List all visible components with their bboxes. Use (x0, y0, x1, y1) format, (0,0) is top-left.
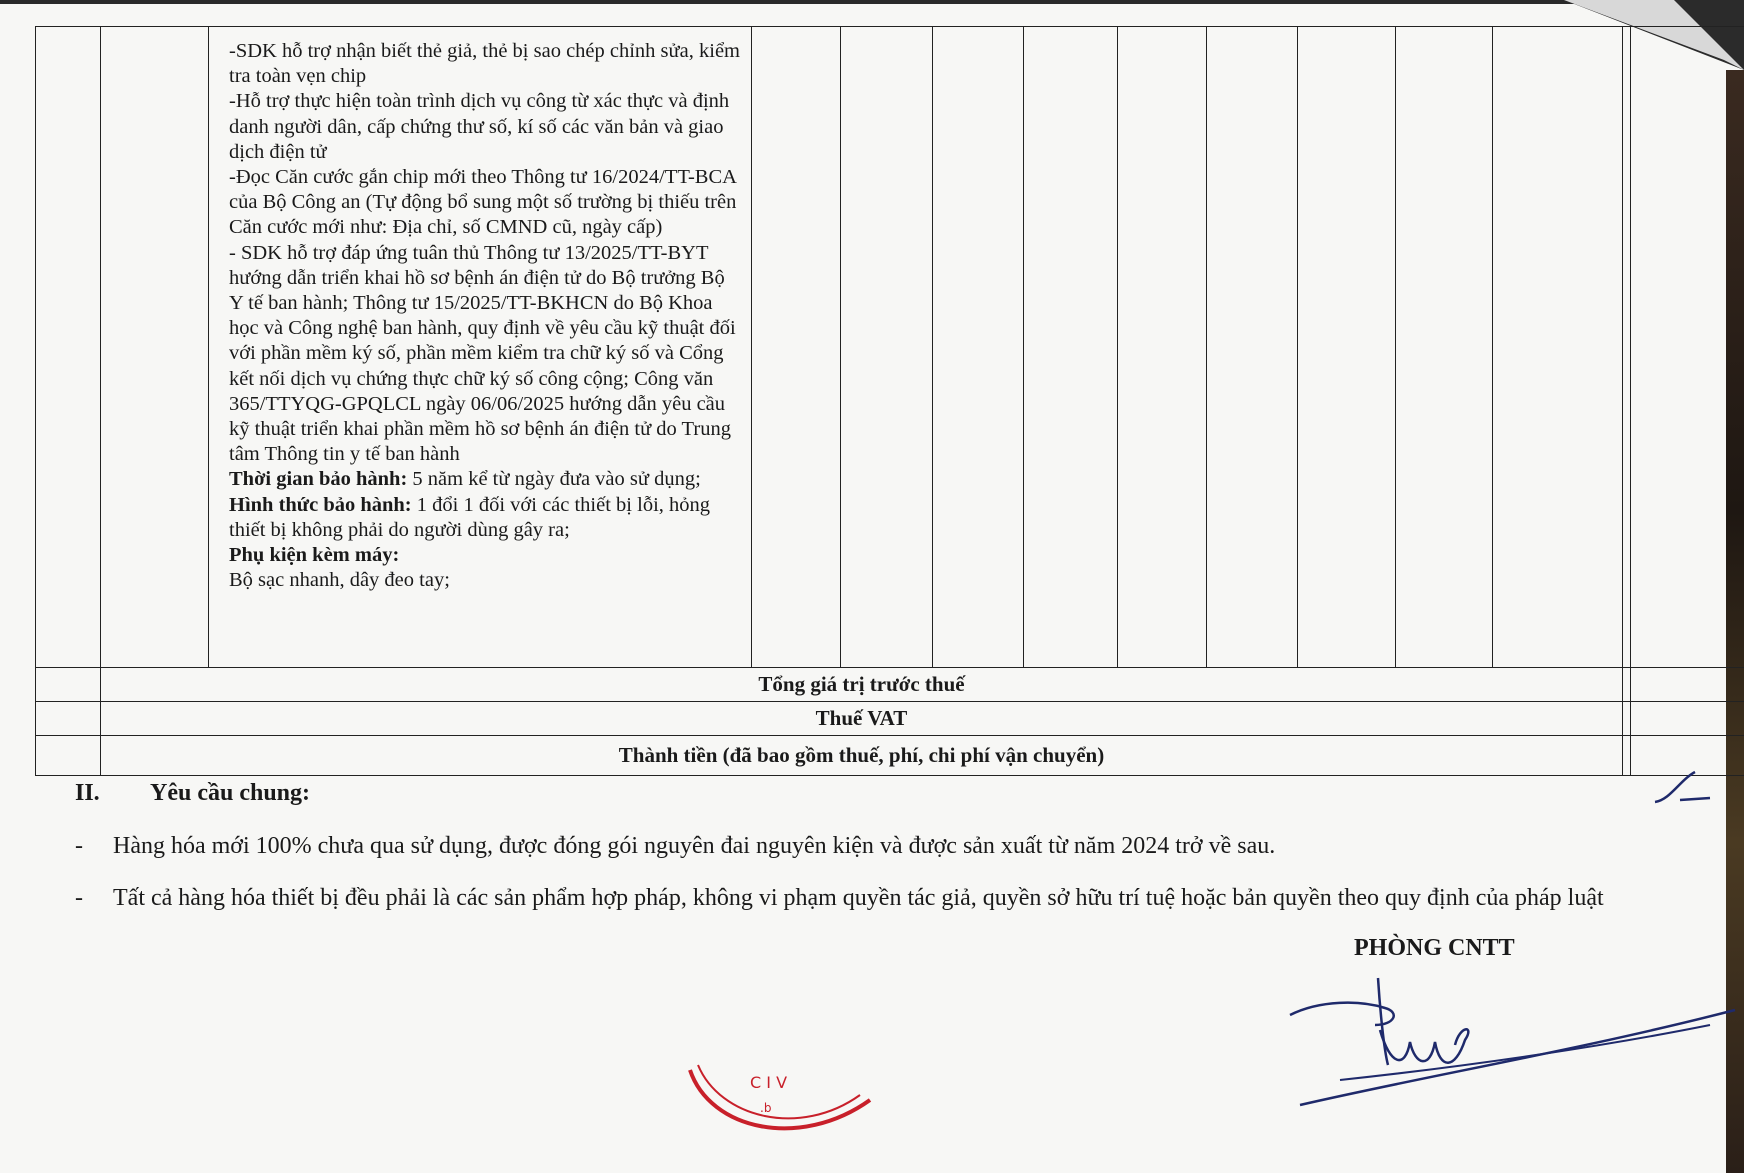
cell-empty (933, 27, 1024, 668)
spec-table (35, 26, 1744, 776)
spec-line: -Hỗ trợ thực hiện toàn trình dịch vụ công từ xác thực và định danh người dân, cấp chứng thư số, kí số các văn bản và giao dịch điện tử (229, 90, 730, 163)
spec-line: -Đọc Căn cước gắn chip mới theo Thông tư 16/2024/TT-BCA của Bộ Công an (Tự động bổ sung một số trường bị thiếu trên Căn cước mới như: Địa chỉ, số CMND cũ, ngày cấp) (229, 166, 737, 239)
scan-top-edge (0, 0, 1744, 4)
cell-empty (1623, 27, 1631, 668)
spec-description-cell (209, 27, 752, 668)
requirement-text: Hàng hóa mới 100% chưa qua sử dụng, được đóng gói nguyên đai nguyên kiện và được sản xuất từ năm 2024 trở về sau. (113, 833, 1276, 859)
requirement-item (75, 826, 1675, 866)
red-stamp-partial (680, 1060, 880, 1173)
cell-empty (841, 27, 933, 668)
cell-empty (1623, 736, 1631, 776)
spec-line: -SDK hỗ trợ nhận biết thẻ giả, thẻ bị sao chép chỉnh sửa, kiểm tra toàn vẹn chip (229, 40, 740, 88)
warranty-time (229, 467, 743, 492)
bullet-mark: - (75, 885, 83, 911)
warranty-time-label: Thời gian bảo hành: (229, 468, 408, 491)
cell-empty (36, 702, 101, 736)
cell-empty (1298, 27, 1396, 668)
cell-empty (1396, 27, 1493, 668)
summary-label: Tổng giá trị trước thuế (101, 668, 1623, 702)
warranty-form (229, 493, 743, 543)
cell-empty (36, 736, 101, 776)
initial-mark (1650, 770, 1720, 810)
cell-empty (1024, 27, 1118, 668)
accessory-value: Bộ sạc nhanh, dây đeo tay; (229, 569, 450, 592)
summary-label: Thuế VAT (101, 702, 1623, 736)
cell-name (101, 27, 209, 668)
svg-text:.b: .b (760, 1101, 772, 1115)
cell-empty (1493, 27, 1623, 668)
bullet-mark: - (75, 833, 83, 859)
svg-text:C I V: C I V (750, 1073, 788, 1092)
handwritten-signature (1280, 970, 1740, 1120)
summary-row-pretax (36, 668, 1744, 702)
section-heading (75, 780, 1675, 814)
requirement-item (75, 878, 1675, 918)
cell-empty (1631, 702, 1744, 736)
accessory-label (229, 543, 743, 568)
warranty-time-value: 5 năm kể từ ngày đưa vào sử dụng; (407, 468, 701, 491)
section-number: II. (75, 780, 100, 806)
cell-empty (1623, 668, 1631, 702)
summary-row-vat (36, 702, 1744, 736)
spec-line: - SDK hỗ trợ đáp ứng tuân thủ Thông tư 13/2025/TT-BYT hướng dẫn triển khai hồ sơ bệnh án điện tử do Bộ trưởng Bộ Y tế ban hành; Thông tư 15/2025/TT-BKHCN do Bộ Khoa học và Công nghệ ban hành, quy định về yêu cầu kỹ thuật đối với phần mềm ký số, phần mềm kiểm tra chữ ký số và Cổng kết nối dịch vụ chứng thực chữ ký số công cộng; Công văn 365/TTYQG-GPQLCL ngày 06/06/2025 hướng dẫn yêu cầu kỹ thuật triển khai phần mềm hồ sơ bệnh án điện tử do Trung tâm Thông tin y tế ban hành (229, 241, 736, 466)
cell-stt (36, 27, 101, 668)
warranty-form-label: Hình thức bảo hành: (229, 493, 412, 516)
cell-empty (1207, 27, 1298, 668)
summary-label: Thành tiền (đã bao gồm thuế, phí, chi phí vận chuyển) (101, 736, 1623, 776)
warranty-form-value: 1 đổi 1 đối với các thiết bị lỗi, hỏng thiết bị không phải do người dùng gây ra; (229, 493, 711, 541)
signer-department: PHÒNG CNTT (1354, 935, 1515, 961)
requirement-text: Tất cả hàng hóa thiết bị đều phải là các sản phẩm hợp pháp, không vi phạm quyền tác giả, quyền sở hữu trí tuệ hoặc bản quyền theo quy định của pháp luật (113, 885, 1604, 911)
section-title: Yêu cầu chung: (150, 780, 311, 806)
cell-empty (1118, 27, 1207, 668)
cell-empty (752, 27, 841, 668)
general-requirements-section (75, 780, 1675, 918)
spec-row (36, 27, 1744, 668)
cell-empty (1623, 702, 1631, 736)
cell-empty (1631, 27, 1744, 668)
cell-empty (36, 668, 101, 702)
accessory-label-text: Phụ kiện kèm máy: (229, 544, 400, 567)
summary-row-total (36, 736, 1744, 776)
cell-empty (1631, 668, 1744, 702)
